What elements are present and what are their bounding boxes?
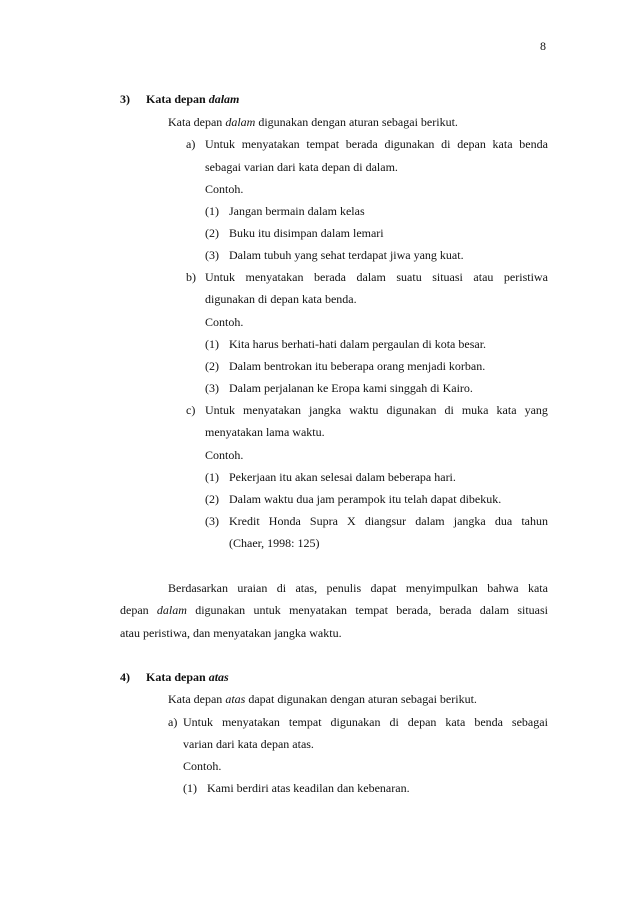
- item-3c-marker: c): [186, 403, 196, 417]
- section-3-intro-word: dalam: [225, 115, 256, 129]
- section-3-intro-pre: Kata depan: [168, 115, 223, 129]
- example-3c-2-num: (2): [205, 492, 219, 506]
- example-3b-2-num: (2): [205, 359, 219, 373]
- section-4-intro: [168, 691, 477, 707]
- section-3-intro-post: digunakan dengan aturan sebagai berikut.: [258, 115, 458, 129]
- example-3c-1-num: (1): [205, 470, 219, 484]
- section-4-intro-post: dapat digunakan dengan aturan sebagai berikut.: [248, 692, 477, 706]
- item-3a-marker: a): [186, 137, 196, 151]
- item-3c-line1: Untuk menyatakan jangka waktu digunakan di muka kata yang: [205, 403, 548, 417]
- example-3a-2-text: Buku itu disimpan dalam lemari: [229, 226, 384, 240]
- item-3b-contoh: Contoh.: [205, 315, 244, 329]
- item-3a-line2: sebagai varian dari kata depan di dalam.: [205, 160, 398, 174]
- conclusion-line1: Berdasarkan uraian di atas, penulis dapat menyimpulkan bahwa kata: [168, 581, 548, 595]
- item-3a-contoh: Contoh.: [205, 182, 244, 196]
- section-3-intro: [168, 114, 458, 130]
- section-4-number: 4): [120, 670, 130, 684]
- section-4-heading: [146, 669, 229, 685]
- section-3-number: 3): [120, 92, 130, 106]
- example-3c-1-text: Pekerjaan itu akan selesai dalam beberapa hari.: [229, 470, 456, 484]
- item-4a-line2: varian dari kata depan atas.: [183, 737, 314, 751]
- example-3a-3-text: Dalam tubuh yang sehat terdapat jiwa yang kuat.: [229, 248, 464, 262]
- section-3-heading-word: dalam: [208, 92, 240, 106]
- section-3-heading-prefix: Kata depan: [146, 92, 206, 106]
- example-3c-3-num: (3): [205, 514, 219, 528]
- page-number: 8: [540, 39, 546, 53]
- section-4-intro-word: atas: [225, 692, 246, 706]
- item-3b-line2: digunakan di depan kata benda.: [205, 292, 357, 306]
- example-3a-2-num: (2): [205, 226, 219, 240]
- example-3b-3-text: Dalam perjalanan ke Eropa kami singgah di Kairo.: [229, 381, 473, 395]
- section-4-heading-prefix: Kata depan: [146, 670, 206, 684]
- example-3c-3-text: Kredit Honda Supra X diangsur dalam jangka dua tahun: [229, 514, 548, 528]
- example-3b-3-num: (3): [205, 381, 219, 395]
- example-3b-1-text: Kita harus berhati-hati dalam pergaulan di kota besar.: [229, 337, 487, 351]
- section-4-intro-pre: Kata depan: [168, 692, 223, 706]
- example-3a-1-text: Jangan bermain dalam kelas: [229, 204, 365, 218]
- conclusion-line2: depan dalam digunakan untuk menyatakan tempat berada, berada dalam situasi: [120, 603, 548, 617]
- item-3b-marker: b): [186, 270, 196, 284]
- item-4a-contoh: Contoh.: [183, 759, 222, 773]
- item-3c-line2: menyatakan lama waktu.: [205, 425, 325, 439]
- item-4a-marker: a): [168, 715, 178, 729]
- item-4a-line1: Untuk menyatakan tempat digunakan di depan kata benda sebagai: [183, 715, 548, 729]
- item-3b-line1: Untuk menyatakan berada dalam suatu situasi atau peristiwa: [205, 270, 548, 284]
- example-4a-1-num: (1): [183, 781, 197, 795]
- citation: (Chaer, 1998: 125): [229, 536, 320, 550]
- example-3b-2-text: Dalam bentrokan itu beberapa orang menjadi korban.: [229, 359, 486, 373]
- section-4-heading-word: atas: [208, 670, 229, 684]
- item-3c-contoh: Contoh.: [205, 448, 244, 462]
- example-3c-2-text: Dalam waktu dua jam perampok itu telah dapat dibekuk.: [229, 492, 502, 506]
- section-3-heading: [146, 91, 239, 107]
- example-4a-1-text: Kami berdiri atas keadilan dan kebenaran.: [207, 781, 410, 795]
- item-3a-line1: Untuk menyatakan tempat berada digunakan di depan kata benda: [205, 137, 548, 151]
- example-3b-1-num: (1): [205, 337, 219, 351]
- conclusion-line3: atau peristiwa, dan menyatakan jangka waktu.: [120, 626, 342, 640]
- example-3a-3-num: (3): [205, 248, 219, 262]
- example-3a-1-num: (1): [205, 204, 219, 218]
